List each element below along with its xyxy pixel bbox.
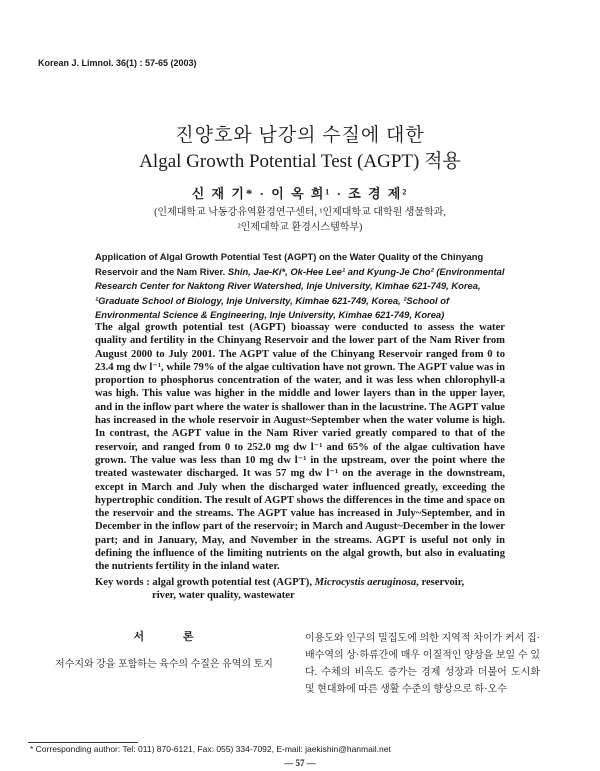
affiliation-line-2: ²인제대학교 환경시스템학부) — [237, 222, 363, 233]
title-korean: 진양호와 남강의 수질에 대한 — [175, 125, 425, 146]
right-column: 이용도와 인구의 밀집도에 의한 지역적 차이가 커서 집·배수역의 상·하류간에 매우 이질적인 양상을 보일 수 있다. 수체의 비옥도 증가는 경제 성장과 더불어 도시화 및 현대화에 따른 생활 수준의 향상으로 하·오수 — [305, 633, 540, 695]
english-title-block — [95, 250, 515, 323]
keywords — [95, 576, 515, 603]
english-affiliations: (Environmental Research Center for Naktong River Watershed, Inje University, Kimhae 621-749, Korea, ¹Graduate School of Biology, Inje University, Kimhae 621-749, Korea, ²School of Environmental Science & Engineering, Inje University, Kimhae 621-749, Korea) — [95, 265, 505, 320]
authors-korean: 신 재 기* · 이 옥 희¹ · 조 경 제² — [191, 186, 409, 201]
page-number: — 57 — — [284, 758, 316, 768]
english-authors: Shin, Jae-Ki*, Ok-Hee Lee¹ and Kyung-Je Cho² — [227, 265, 434, 277]
left-column — [55, 630, 290, 672]
section-heading-introduction: 서 론 — [133, 631, 212, 643]
journal-reference: Korean J. Limnol. 36(1) : 57-65 (2003) — [38, 58, 197, 68]
keywords-line2: river, water quality, wastewater — [152, 590, 295, 602]
left-column-text: 저수지와 강을 포함하는 육수의 수질은 유역의 토지 — [55, 659, 273, 670]
footnote-rule — [28, 742, 138, 743]
affiliation-line-1: (인제대학교 낙동강유역환경연구센터, ¹인제대학교 대학원 생물학과, — [154, 207, 446, 218]
keywords-part3: , reservoir, — [416, 577, 465, 588]
footnote: * Corresponding author: Tel: 011) 870-6121, Fax: 055) 334-7092, E-mail: jaekishin@hanmail.net — [30, 744, 391, 754]
affiliations-korean — [130, 205, 470, 235]
abstract — [95, 321, 505, 574]
keywords-label: Key words : — [95, 577, 153, 588]
keywords-part1: algal growth potential test (AGPT), — [152, 577, 315, 588]
abstract-text: The algal growth potential test (AGPT) bioassay were conducted to assess the water quality and fertility in the Chinyang Reservoir and the lower part of the Nam River from August 2000 to July 2001. The AGPT value of the Chinyang Reservoir ranged from 0 to 23.4 mg dw l⁻¹, while 79% of the algae cultivation have not grown. The AGPT value was in proportion to phosphorus concentration of the water, and it was less when chlorophyll-a was high. This value was higher in the middle and lower layers than in the upper layer, and in the inflow part where the water is shallower than in the lacustrine. The AGPT value has increased in the whole reservoir in August~September when the water volume is high. In contrast, the AGPT value in the Nam River varied greatly compared to that of the reservoir, and ranged from 0 to 252.0 mg dw l⁻¹ and 65% of the algae cultivation have grown. The value was less than 10 mg dw l⁻¹ in the upstream, over the point where the treated wastewater discharged. It was 57 mg dw l⁻¹ on the average in the downstream, except in March and July when the discharged water influenced greatly, exceeding the hypertrophic condition. The result of AGPT shows the differences in the time and space on the reservoir and the streams. The AGPT value has increased in July~September, and in December in the inflow part of the reservoir; in March and August~December in the lower part; and in January, May, and November in the streams. AGPT is useful not only in defining the influence of the limiting nutrients on the algal growth, but also in evaluating the nutrients fertility in the inland water. — [95, 322, 505, 573]
english-paper-title: Application of Algal Growth Potential Test (AGPT) on the Water Quality of the Chinyang Reservoir and the Nam River. — [95, 251, 484, 277]
keywords-species: Microcystis aeruginosa — [314, 577, 417, 588]
title-english: Algal Growth Potential Test (AGPT) 적용 — [139, 151, 461, 172]
